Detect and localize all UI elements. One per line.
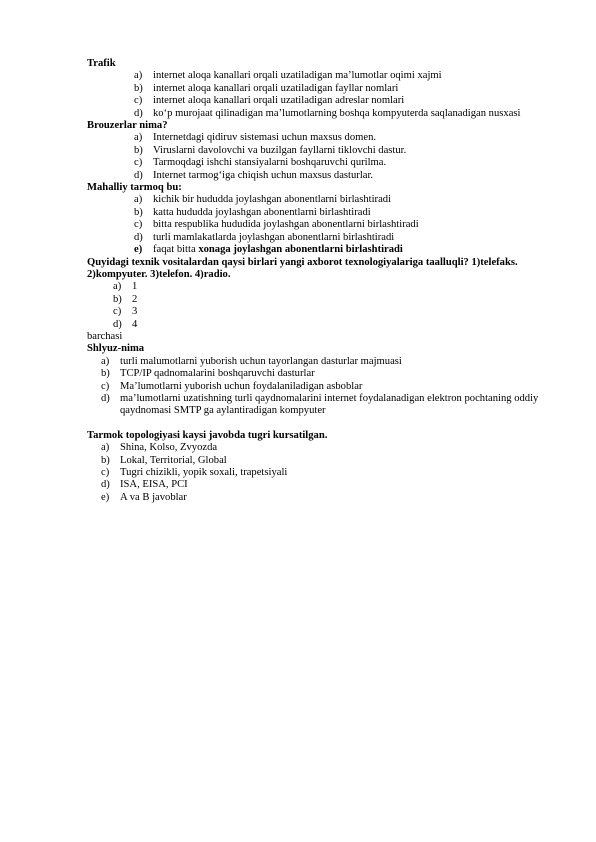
option-text: Lokal, Territorial, Global — [120, 454, 227, 466]
option-text: Viruslarni davolovchi va buzilgan fayllarni tiklovchi dastur. — [153, 144, 407, 156]
answer-option — [134, 107, 547, 120]
option-text: Tugri chizikli, yopik soxali, trapetsiyali — [120, 467, 288, 478]
option-marker: a) — [134, 70, 143, 82]
option-text: 2 — [132, 293, 138, 305]
question-title: Shlyuz-nima — [87, 343, 145, 355]
option-text: ISA, EISA, PCI — [120, 479, 188, 491]
answer-option — [101, 442, 547, 454]
option-text: 1 — [132, 281, 138, 293]
answer-option — [134, 82, 547, 95]
option-marker: d) — [101, 392, 110, 404]
option-marker: b) — [134, 206, 143, 218]
option-text: internet aloqa kanallari orqali uzatiladigan fayllar nomlari — [153, 82, 399, 94]
option-marker: b) — [134, 144, 143, 156]
option-marker: a) — [101, 355, 110, 367]
question-title: Tarmok topologiyasi kaysi javobda tugri kursatilgan. — [87, 429, 328, 441]
option-marker: c) — [134, 95, 143, 107]
option-text: bitta respublika hududida joylashgan abonentlarni birlashtiradi — [153, 219, 419, 231]
option-marker: d) — [134, 107, 143, 119]
answer-option — [134, 144, 547, 157]
answer-option — [101, 491, 547, 504]
option-text: internet aloqa kanallari orqali uzatiladigan ma’lumotlar oqimi xajmi — [153, 70, 442, 82]
option-text: internet aloqa kanallari orqali uzatiladigan adreslar nomlari — [153, 95, 405, 107]
answer-option — [134, 219, 547, 231]
answer-option — [134, 194, 547, 206]
answer-option — [101, 454, 547, 467]
option-marker: b) — [113, 293, 122, 305]
option-text: turli mamlakatlarda joylashgan abonentlarni birlashtiradi — [153, 231, 395, 243]
trailing-text: barchasi — [87, 330, 123, 342]
option-text: 4 — [132, 318, 138, 330]
answer-option — [101, 479, 547, 491]
answer-options — [87, 194, 547, 256]
document-content — [87, 58, 547, 504]
answer-options — [87, 442, 547, 504]
answer-option — [134, 95, 547, 107]
answer-option — [101, 380, 547, 393]
answer-option — [113, 306, 547, 318]
answer-option — [101, 368, 547, 380]
option-marker: c) — [101, 380, 110, 392]
option-marker: c) — [134, 219, 143, 231]
answer-option — [101, 355, 547, 368]
answer-option — [101, 467, 547, 479]
question-title: Trafik — [87, 58, 116, 69]
answer-options — [87, 356, 547, 418]
option-text: Shina, Kolso, Zvyozda — [120, 442, 218, 454]
question-title: Mahalliy tarmoq bu: — [87, 182, 182, 194]
answer-options — [87, 132, 547, 182]
option-marker: a) — [134, 194, 143, 206]
option-marker: a) — [113, 281, 122, 293]
option-text: Internetdagi qidiruv sistemasi uchun maxsus domen. — [153, 132, 377, 144]
option-marker: c) — [101, 467, 110, 478]
answer-options — [87, 281, 547, 331]
option-text: TCP/IP qadnomalarini boshqaruvchi dasturlar — [120, 368, 315, 380]
option-text: katta hududda joylashgan abonentlarni birlashtiradi — [153, 206, 371, 218]
answer-option — [113, 281, 547, 293]
option-text: kichik bir hududda joylashgan abonentlarni birlashtiradi — [153, 194, 392, 206]
spacer — [87, 418, 547, 430]
option-text: A va B javoblar — [120, 491, 187, 503]
option-marker: e) — [101, 491, 110, 503]
option-text: 3 — [132, 306, 138, 318]
option-text: ma’lumotlarni uzatishning turli qaydnomalarini internet foydalanadigan elektron pochtaning oddiy qaydnomasi SMTP ga aylantiradigan kompyuter — [120, 392, 539, 417]
answer-option — [134, 132, 547, 144]
option-marker: a) — [134, 132, 143, 144]
option-marker: d) — [134, 169, 143, 181]
option-marker: b) — [134, 82, 143, 94]
answer-options — [87, 70, 547, 120]
option-text-bold: xonaga joylashgan abonentlarni birlashtiradi — [198, 244, 403, 256]
option-text: ko‘p murojaat qilinadigan ma’lumotlarning boshqa kompyuterda saqlanadigan nusxasi — [153, 107, 521, 119]
answer-option — [134, 206, 547, 219]
answer-option — [134, 70, 547, 82]
answer-option — [134, 231, 547, 244]
answer-option — [134, 157, 547, 169]
answer-option — [134, 169, 547, 182]
option-marker: c) — [134, 157, 143, 169]
option-text: Ma’lumotlarni yuborish uchun foydalaniladigan asboblar — [120, 380, 363, 392]
question-title: Quyidagi texnik vositalardan qaysi birlari yangi axborot texnologiyalariga taalluqli? 1)telefaks. 2)kompyuter. 3)telefon. 4)radio. — [87, 256, 518, 280]
option-marker: b) — [101, 368, 110, 380]
option-marker: c) — [113, 306, 122, 318]
question-title: Brouzerlar nima? — [87, 120, 168, 132]
option-marker: d) — [113, 318, 122, 330]
option-marker: b) — [101, 454, 110, 466]
answer-option — [134, 244, 547, 256]
answer-option — [113, 318, 547, 331]
option-marker: d) — [101, 479, 110, 491]
option-marker: d) — [134, 231, 143, 243]
option-marker: a) — [101, 442, 110, 454]
answer-option — [113, 293, 547, 306]
option-text: faqat bitta — [153, 244, 199, 256]
answer-option — [101, 392, 547, 418]
option-text: Tarmoqdagi ishchi stansiyalarni boshqaruvchi qurilma. — [153, 157, 387, 169]
option-text: turli malumotlarni yuborish uchun tayorlangan dasturlar majmuasi — [120, 355, 402, 367]
option-marker: e) — [134, 244, 143, 256]
option-text: Internet tarmog‘iga chiqish uchun maxsus dasturlar. — [153, 169, 374, 181]
